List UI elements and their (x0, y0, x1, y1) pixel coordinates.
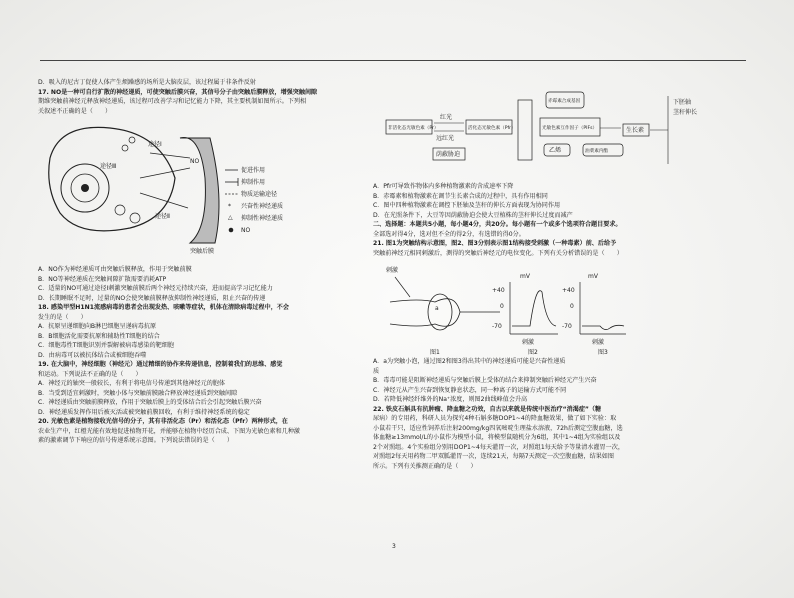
pathway-i-label: 途径Ⅰ (148, 141, 162, 148)
brassin-label: 油菜素内酯 (585, 149, 608, 154)
text-line: D．由病毒可以被抗体结合或被细胞吞噬 (38, 351, 147, 359)
text-line: B．赤霉素和植物激素在调节生长素合成的过程中，具有作用相同 (373, 192, 548, 200)
text-line: 农业生产中，红橙光能有效地促进植物开花，并能够在植物中经历合成、下图为光敏色素和几种激 (38, 427, 301, 435)
mv-label-2: mV (520, 273, 530, 280)
y-zero-2: 0 (500, 303, 504, 310)
text-line: 21. 图1为突触结构示意图，图2、图3分别表示图1结构接受刺激（一种毒素）前、后给予 (373, 240, 617, 247)
text-line: A．a为突触小泡，通过图2和图3得出其中的神经递质可能是兴奋性递质 (373, 358, 566, 365)
text-line: 突触前神经元相同刺激后，测得的突触后神经元的电位变化。下列有关分析错误的是（ ） (373, 249, 623, 257)
stem-label: 茎秆伸长 (673, 109, 698, 116)
caption-fig2: 图2 (528, 349, 538, 356)
text-line: C．图中四种植物激素在调控下胚轴及茎秆的伸长方面表现为协同作用 (373, 202, 561, 209)
figure-21-synapse-potential (380, 262, 630, 358)
text-line: 二、选择题：本题共5小题，每小题4分，共20分。每小题有一个或多个选项符合题目要求。 (373, 221, 622, 228)
text-line: 19. 在大脑中，神经细胞（神经元）通过精细的协作来传递信息，控制着我们的思维、感觉 (38, 361, 283, 368)
text-line: A．Pfr可导致作物体内多种植物激素的含成速率下降 (373, 183, 514, 190)
text-line: 体血糖≥13mmol/L的小鼠作为模型小鼠，将模型鼠随机分为6组，其中1~4组为实验组以及 (373, 434, 621, 441)
text-line: D．在光照条件下，大豆等因荫蔽胁迫会使大豆植株的茎秆伸长过度而减产 (373, 211, 573, 219)
stimulus-label-1: 刺激 (386, 267, 399, 274)
no-label: NO (190, 158, 200, 165)
figure-21-graph-2 (492, 273, 558, 356)
y-zero-3: 0 (570, 303, 574, 310)
text-line: 18. 感染甲型H1N1流感病毒的患者会出现发热、咳嗽等症状，机体在清除病毒过程中，不会 (38, 304, 289, 311)
hypocotyl-label: 下胚轴 (673, 99, 692, 106)
mv-label-3: mV (588, 273, 598, 280)
text-line: 全部选对得4分，选对但不全的得2分，有选错的得0分。 (373, 230, 525, 238)
text-line: D．神经递质发挥作用后被灭活或被突触前膜回收，有利于维持神经系统的稳定 (38, 408, 250, 416)
figure-17-synapse-diagram (40, 118, 340, 258)
text-line: A．NO作为神经递质可由突触后膜释放，作用于突触前膜 (38, 266, 192, 273)
box-top-label: 赤霉素合成基因 (548, 99, 581, 104)
text-line: B．B细胞活化需要抗原和辅助性T细胞的结合 (38, 332, 160, 340)
y-top-2: +40 (492, 287, 505, 294)
red-light-label: 红光 (440, 114, 453, 121)
text-line: D．若降低神经纤维外的Na⁺浓度，则图2曲线峰值会升高 (373, 396, 528, 403)
text-line: C．神经元从产生兴奋到恢复静息状态，同一种离子的运输方式可能不同 (373, 386, 567, 394)
caption-fig3: 图3 (598, 349, 608, 356)
stim-label-2: 刺激 (522, 339, 535, 346)
figure-21-graph-3 (562, 273, 626, 356)
right-column-top (373, 182, 765, 258)
text-line: D．长期睡眠不足时，过量的NO会使突触前膜释放抑制性神经递质，阻止兴奋的传递 (38, 294, 266, 302)
y-bottom-3: -70 (562, 323, 572, 330)
stim-label-3: 刺激 (592, 339, 605, 346)
left-column-top (38, 78, 358, 116)
text-line: C．神经递质由突触前膜释放，作用于突触后膜上的受体结合后会引起突触后膜兴奋 (38, 399, 262, 406)
far-red-label: 远红光 (436, 135, 455, 142)
text-line: C．细胞毒性T细胞识别并裂解被病毒感染的靶细胞 (38, 342, 174, 349)
text-line: C．适量的NO可通过途径Ⅰ刺激突触前膜后两个神经元持续兴奋，进而提高学习记忆能力 (38, 285, 273, 292)
text-line: B．当受到适宜刺激时，突触小体与突触前膜融合释放神经递质到突触间隙 (38, 389, 238, 397)
legend-inhibitory: 抑制性神经递质 (241, 215, 284, 222)
y-bottom-2: -70 (492, 323, 502, 330)
page-number: 3 (392, 543, 396, 550)
text-line: 小鼠若干只，适应性饲养后注射200mg/kg四氧嘧啶生理盐水溶液，72h后测定空腹血糖，选 (373, 424, 623, 432)
auxin-label: 生长素 (626, 127, 645, 134)
text-line: 发生的是（ ） (38, 313, 87, 321)
pr-label: 非活化态光敏色素（Pr） (388, 126, 439, 131)
text-line: 质 (373, 367, 380, 375)
text-line: 20. 光敏色素是植物接收光信号的分子，其有非活化态（Pr）和活化态（Pfr）两种形式，在 (38, 418, 288, 425)
vesicle-a-label: a (435, 305, 439, 312)
figure-20-phytochrome-diagram (378, 86, 778, 178)
pathway-iii-label: 途径Ⅲ (100, 163, 117, 170)
ethylene-label: 乙烯 (549, 147, 562, 154)
y-top-3: +40 (562, 287, 575, 294)
text-line: 尿病）的专用药，科研人员为探究4种石斛多糖DOP1~4的降血糖效果，做了如下实验：取 (373, 415, 617, 422)
text-line: 对照组2每天用药物二甲双胍灌胃一次，连续21天，每隔7天测定一次空腹血糖，结果如图 (373, 453, 614, 460)
text-line: 期维突触前神经元释放神经递质，该过程可改善学习和记忆能力下降，其主要机制如图所示。下列相 (38, 98, 307, 105)
text-line: 22. 铁皮石斛具有抗肿瘤、降血糖之功效，自古以来就是传统中医治疗“消渴症”（糖 (373, 405, 602, 413)
text-line: B．NO等神经递质在突触间隙扩散需要消耗ATP (38, 275, 167, 283)
left-column-bottom (38, 265, 358, 446)
text-line: 关叙述不正确的是（ ） (38, 107, 112, 115)
text-line: 和运动。下列说法不正确的是（ ） (38, 370, 142, 378)
text-line: 2个对照组。4个实验组分别用DOP1~4每天灌胃一次，对照组1每天给予等量清水灌胃一次， (373, 443, 624, 451)
text-line: 17. NO是一种可自行扩散的神经递质，可使突触后膜兴奋，其信号分子由突触后膜释放，增强突触间隙 (38, 88, 318, 96)
text-line: A．抗原呈递细胞向B淋巴细胞呈递病毒抗原 (38, 323, 157, 330)
svg-text:*: * (228, 203, 231, 210)
text-line: D．吸入的尼古丁促使人体产生烦躁感的场所是大脑皮层，该过程属于非条件反射 (38, 79, 256, 86)
postsynaptic-label: 突触后膜 (190, 248, 215, 255)
pfr-label: 活化态光敏色素（Pfr） (468, 126, 516, 131)
text-line: B．毒毒可能是阻断神经递质与突触后膜上受体的结合来抑制突触后神经元产生兴奋 (373, 377, 597, 384)
text-line: A．神经元的轴突一般较长，有利于将电信号传递到其他神经元的胞体 (38, 380, 225, 387)
text-line: 素的激素调节下响应的信号传递系统示意图。下列说法错误的是（ ） (38, 437, 233, 444)
shade-label: 荫蔽胁迫 (436, 151, 461, 158)
pathway-ii-label: 途径Ⅱ (155, 213, 170, 220)
legend-transport: 物质运输途径 (241, 191, 278, 198)
legend-inhibit: 抑制作用 (241, 179, 266, 186)
pifs-label: 光敏色素互作因子（PIFs） (542, 126, 598, 131)
text-line: 所示。下列有关推测正确的是（ ） (373, 462, 477, 470)
figure-17-legend (225, 166, 283, 234)
legend-excitatory: 兴奋性神经递质 (241, 203, 284, 210)
caption-fig1: 图1 (430, 349, 440, 356)
legend-promote: 促进作用 (241, 167, 266, 174)
header-rule (40, 60, 746, 61)
legend-no: NO (241, 227, 251, 234)
svg-text:△: △ (228, 214, 233, 221)
right-column-bottom (373, 357, 765, 471)
